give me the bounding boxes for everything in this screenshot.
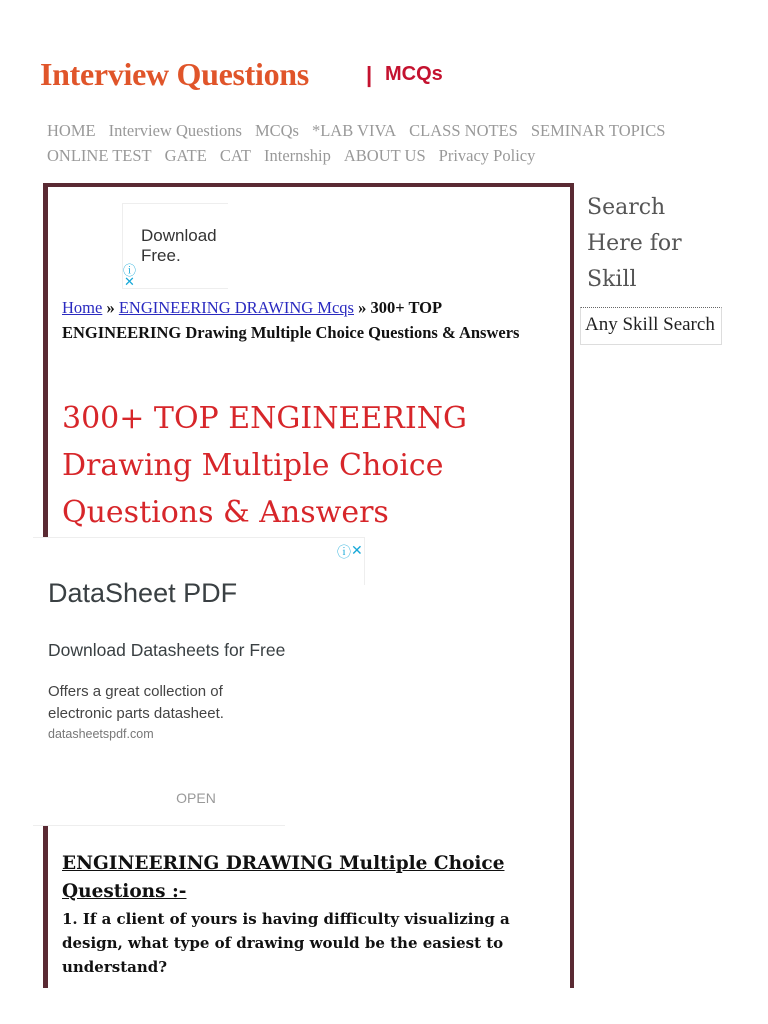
nav-gate[interactable]: GATE (164, 146, 207, 165)
ad-title[interactable]: DataSheet PDF (48, 578, 238, 608)
ad-url[interactable]: datasheetspdf.com (48, 727, 154, 741)
nav-privacy-policy[interactable]: Privacy Policy (438, 146, 536, 165)
page-title: 300+ TOP ENGINEERING Drawing Multiple Choice Questions & Answers (62, 401, 467, 530)
breadcrumb (62, 296, 542, 345)
sidebar-search-title: Search Here for Skill (587, 195, 682, 292)
nav-online-test[interactable]: ONLINE TEST (47, 146, 152, 165)
ad-header (285, 537, 365, 585)
nav-interview-questions[interactable]: Interview Questions (108, 121, 242, 140)
ad-info-icon[interactable]: ⓘ (123, 263, 137, 278)
ad-open-button[interactable]: OPEN (176, 790, 216, 806)
main-nav-row-1 (47, 121, 727, 141)
breadcrumb-home[interactable]: Home (62, 298, 103, 317)
main-nav-row-2 (47, 146, 727, 166)
nav-home[interactable]: HOME (47, 121, 96, 140)
ad-close-icon[interactable]: ✕ (124, 274, 135, 289)
nav-internship[interactable]: Internship (263, 146, 331, 165)
nav-seminar-topics[interactable]: SEMINAR TOPICS (530, 121, 666, 140)
breadcrumb-sep: » (358, 298, 367, 317)
nav-lab-viva[interactable]: *LAB VIVA (311, 121, 397, 140)
ad-banner-top[interactable] (122, 203, 228, 289)
logo-mcqs[interactable]: MCQs (385, 63, 443, 85)
ad-info-icon[interactable]: ⓘ (337, 544, 351, 560)
ad-description: Offers a great collection of electronic parts datasheet. (48, 683, 224, 722)
skill-search-input[interactable]: Any Skill Search (580, 307, 722, 345)
ad-text[interactable]: Download Free. (141, 226, 217, 265)
breadcrumb-category[interactable]: ENGINEERING DRAWING Mcqs (118, 298, 354, 317)
breadcrumb-sep: » (106, 298, 115, 317)
nav-class-notes[interactable]: CLASS NOTES (409, 121, 518, 140)
nav-cat[interactable]: CAT (219, 146, 251, 165)
ad-datasheet[interactable] (33, 537, 363, 826)
nav-mcqs[interactable]: MCQs (254, 121, 299, 140)
ad-close-icon[interactable]: ✕ (351, 542, 363, 558)
question-1: 1. If a client of yours is having difficulty visualizing a design, what type of drawing would be the easiest to understand? (62, 910, 510, 976)
ad-subtitle[interactable]: Download Datasheets for Free (48, 640, 285, 660)
breadcrumb-current: 300+ TOP ENGINEERING Drawing Multiple Choice Questions & Answers (62, 298, 520, 342)
nav-about-us[interactable]: ABOUT US (343, 146, 426, 165)
section-heading: ENGINEERING DRAWING Multiple Choice Questions :- (62, 853, 505, 902)
site-logo[interactable]: Interview Questions (40, 56, 309, 92)
logo-separator: | (366, 62, 373, 87)
